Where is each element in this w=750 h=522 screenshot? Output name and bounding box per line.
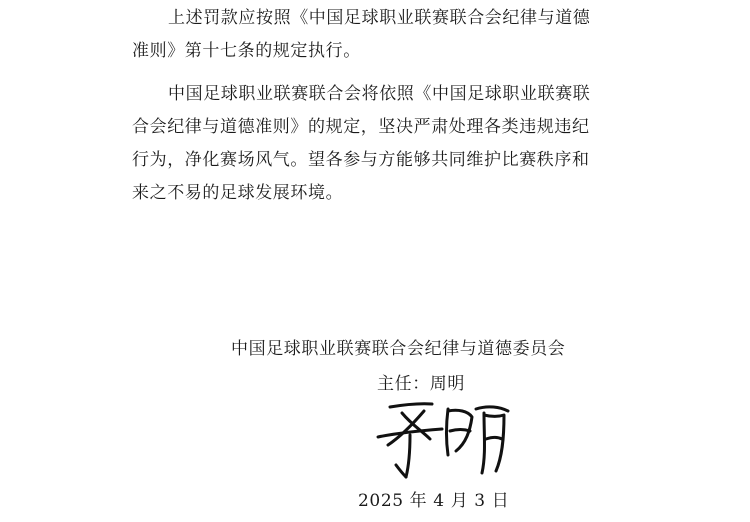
- paragraph-line: 中国足球职业联赛联合会将依照《中国足球职业联赛联: [168, 84, 591, 104]
- handwritten-signature: [372, 395, 522, 485]
- paragraph-statement: [132, 78, 632, 210]
- paragraph-line: 上述罚款应按照《中国足球职业联赛联合会纪律与道德: [168, 8, 591, 28]
- document-date: 2025 年 4 月 3 日: [358, 491, 510, 511]
- committee-name: 中国足球职业联赛联合会纪律与道德委员会: [231, 339, 566, 359]
- chair-name: 主任：周明: [377, 374, 465, 394]
- paragraph-fine-execution: [132, 2, 632, 68]
- paragraph-line: 合会纪律与道德准则》的规定，坚决严肃处理各类违规违纪: [132, 117, 590, 137]
- paragraph-line: 来之不易的足球发展环境。: [132, 183, 344, 203]
- paragraph-line: 准则》第十七条的规定执行。: [132, 41, 361, 61]
- paragraph-line: 行为，净化赛场风气。望各参与方能够共同维护比赛秩序和: [132, 150, 590, 170]
